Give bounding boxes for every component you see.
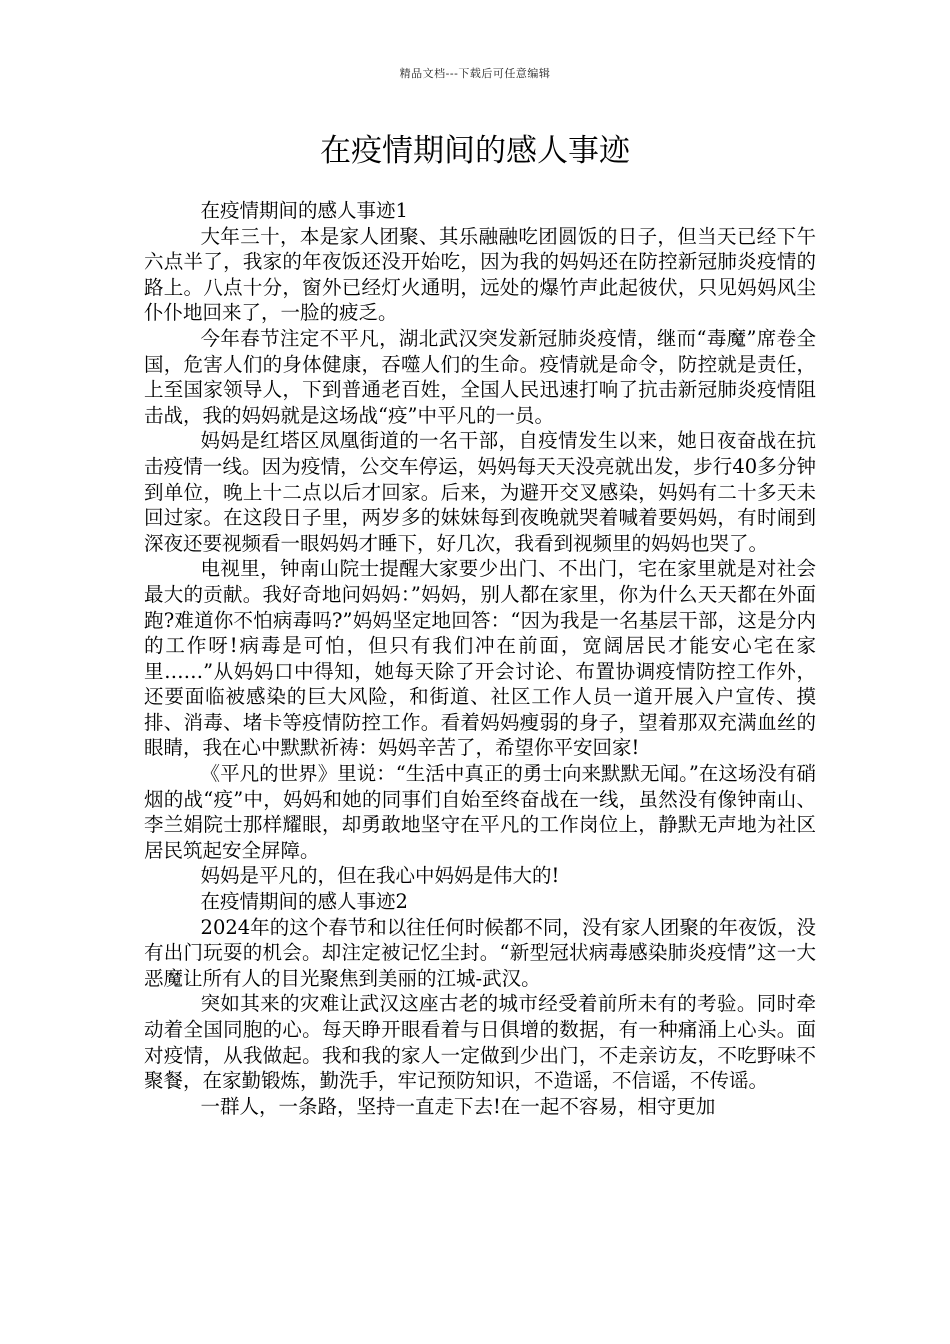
paragraph: 妈妈是平凡的，但在我心中妈妈是伟大的!	[200, 864, 560, 888]
document-title: 在疫情期间的感人事迹	[320, 133, 630, 169]
paragraph: 突如其来的灾难让武汉这座古老的城市经受着前所未有的考验。同时牵动着全国同胞的心。每天睁开眼看着与日俱增的数据，有一种痛涌上心头。面对疫情，从我做起。我和我的家人一定做到少出门，不走亲访友，不吃野味不聚餐，在家勤锻炼，勤洗手，牢记预防知识，不造谣，不信谣，不传谣。	[144, 992, 816, 1093]
paragraph: 妈妈是红塔区凤凰街道的一名干部，自疫情发生以来，她日夜奋战在抗击疫情一线。因为疫情，公交车停运，妈妈每天天没亮就出发，步行40多分钟到单位，晚上十二点以后才回家。后来，为避开交叉感染，妈妈有二十多天未回过家。在这段日子里，两岁多的妹妹每到夜晚就哭着喊着要妈妈，有时闹到深夜还要视频看一眼妈妈才睡下，好几次，我看到视频里的妈妈也哭了。	[144, 429, 816, 555]
paragraph: 一群人，一条路，坚持一直走下去!在一起不容易，相守更加	[200, 1094, 716, 1118]
header-note: 精品文档---下载后可任意编辑	[399, 67, 551, 80]
paragraph: 大年三十，本是家人团聚、其乐融融吃团圆饭的日子，但当天已经下午六点半了，我家的年夜饭还没开始吃，因为我的妈妈还在防控新冠肺炎疫情的路上。八点十分，窗外已经灯火通明，远处的爆竹声此起彼伏，只见妈妈风尘仆仆地回来了，一脸的疲乏。	[144, 224, 816, 325]
section-heading-2: 在疫情期间的感人事迹2	[200, 890, 408, 914]
section-heading-1: 在疫情期间的感人事迹1	[200, 199, 408, 222]
paragraph: 2024年的这个春节和以往任何时候都不同，没有家人团聚的年夜饭，没有出门玩耍的机会。却注定被记忆尘封。“新型冠状病毒感染肺炎疫情”这一大恶魔让所有人的目光聚焦到美丽的江城-武汉。	[144, 915, 816, 990]
paragraph: 今年春节注定不平凡，湖北武汉突发新冠肺炎疫情，继而“毒魔”席卷全国，危害人们的身体健康，吞噬人们的生命。疫情就是命令，防控就是责任，上至国家领导人，下到普通老百姓，全国人民迅速打响了抗击新冠肺炎疫情阻击战，我的妈妈就是这场战“疫”中平凡的一员。	[144, 326, 816, 427]
paragraph: 《平凡的世界》里说：“生活中真正的勇士向来默默无闻。”在这场没有硝烟的战“疫”中，妈妈和她的同事们自始至终奋战在一线，虽然没有像钟南山、李兰娟院士那样耀眼，却勇敢地坚守在平凡的工作岗位上，静默无声地为社区居民筑起安全屏障。	[144, 762, 816, 862]
paragraph: 电视里，钟南山院士提醒大家要少出门、不出门，宅在家里就是对社会最大的贡献。我好奇地问妈妈：”妈妈，别人都在家里，你为什么天天都在外面跑?难道你不怕病毒吗?”妈妈坚定地回答：“因为我是一名基层干部，这是分内的工作呀!病毒是可怕，但只有我们冲在前面，宽阔居民才能安心宅在家里……”从妈妈口中得知，她每天除了开会讨论、布置协调疫情防控工作外，还要面临被感染的巨大风险，和街道、社区工作人员一道开展入户宣传、摸排、消毒、堵卡等疫情防控工作。看着妈妈瘦弱的身子，望着那双充满血丝的眼睛，我在心中默默祈祷：妈妈辛苦了，希望你平安回家!	[144, 557, 816, 760]
document-body	[144, 198, 816, 1119]
